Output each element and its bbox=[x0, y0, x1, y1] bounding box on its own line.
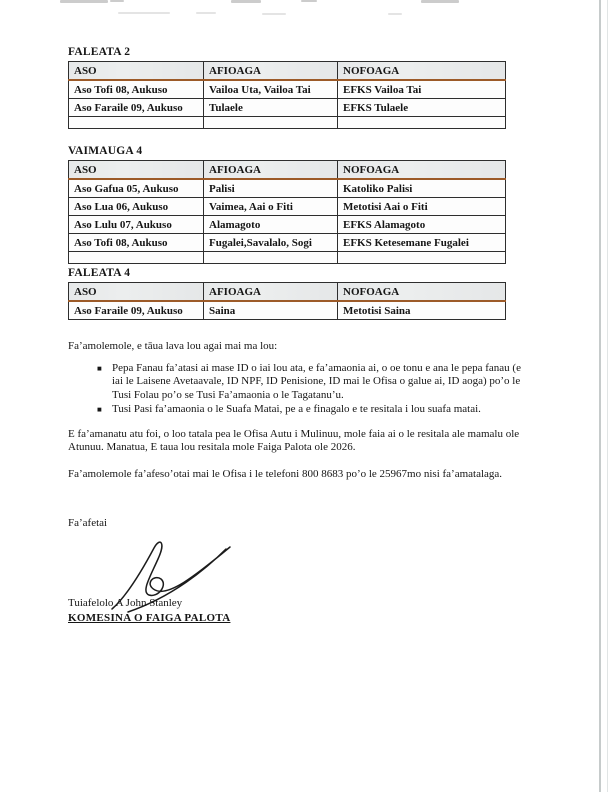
paragraph-contact: Fa’amolemole fa’afeso’otai mai le Ofisa i le telefoni 800 8683 po’o le 25967mo nisi fa’amatalaga. bbox=[68, 467, 503, 480]
table-row bbox=[69, 216, 506, 234]
scan-artifact bbox=[60, 0, 108, 3]
cell-afioaga: Palisi bbox=[204, 179, 338, 198]
square-bullet-icon: ■ bbox=[97, 405, 102, 414]
col-header-nofoaga: NOFOAGA bbox=[338, 62, 506, 81]
table-row-empty bbox=[69, 252, 506, 264]
cell-nofoaga: EFKS Alamagoto bbox=[338, 216, 506, 234]
cell-aso: Aso Lua 06, Aukuso bbox=[69, 198, 204, 216]
list-item bbox=[68, 403, 545, 417]
table-row bbox=[69, 99, 506, 117]
scan-artifact bbox=[301, 0, 317, 2]
scan-artifact bbox=[118, 12, 170, 14]
scan-artifact bbox=[231, 0, 261, 3]
cell-aso: Aso Faraile 09, Aukuso bbox=[69, 99, 204, 117]
cell-nofoaga: Katoliko Palisi bbox=[338, 179, 506, 198]
table-header-row bbox=[69, 62, 506, 81]
cell-nofoaga: Metotisi Aai o Fiti bbox=[338, 198, 506, 216]
cell-afioaga: Vailoa Uta, Vailoa Tai bbox=[204, 80, 338, 99]
cell-empty bbox=[69, 252, 204, 264]
cell-nofoaga: EFKS Vailoa Tai bbox=[338, 80, 506, 99]
table-header-row bbox=[69, 283, 506, 302]
cell-nofoaga: Metotisi Saina bbox=[338, 301, 506, 320]
col-header-nofoaga: NOFOAGA bbox=[338, 161, 506, 180]
cell-aso: Aso Faraile 09, Aukuso bbox=[69, 301, 204, 320]
table-row bbox=[69, 234, 506, 252]
schedule-table-faleata-2 bbox=[68, 61, 506, 129]
section-heading-faleata-2: FALEATA 2 bbox=[68, 46, 131, 58]
col-header-afioaga: AFIOAGA bbox=[204, 62, 338, 81]
cell-empty bbox=[338, 117, 506, 129]
closing-thanks: Fa’afetai bbox=[68, 517, 108, 529]
signatory-title: KOMESINA O FAIGA PALOTA bbox=[68, 611, 231, 624]
cell-aso: Aso Gafua 05, Aukuso bbox=[69, 179, 204, 198]
scan-artifact bbox=[421, 0, 459, 3]
cell-empty bbox=[204, 252, 338, 264]
scan-artifact bbox=[196, 12, 216, 14]
scan-artifact bbox=[262, 13, 286, 15]
cell-empty bbox=[69, 117, 204, 129]
col-header-afioaga: AFIOAGA bbox=[204, 283, 338, 302]
cell-aso: Aso Tofi 08, Aukuso bbox=[69, 234, 204, 252]
table-row bbox=[69, 179, 506, 198]
cell-afioaga: Fugalei,Savalalo, Sogi bbox=[204, 234, 338, 252]
bullet-text: Tusi Pasi fa’amaonia o le Suafa Matai, pe a e finagalo e te resitala i lou suafa matai. bbox=[112, 403, 481, 415]
col-header-nofoaga: NOFOAGA bbox=[338, 283, 506, 302]
col-header-aso: ASO bbox=[69, 161, 204, 180]
square-bullet-icon: ■ bbox=[97, 363, 102, 373]
col-header-aso: ASO bbox=[69, 283, 204, 302]
table-row bbox=[69, 301, 506, 320]
schedule-table-faleata-4 bbox=[68, 282, 506, 320]
cell-afioaga: Alamagoto bbox=[204, 216, 338, 234]
cell-aso: Aso Lulu 07, Aukuso bbox=[69, 216, 204, 234]
signatory-name: Tuiafelolo A John Stanley bbox=[68, 596, 183, 609]
paragraph-reminder: E fa’amanatu atu foi, o loo tatala pea le Ofisa Autu i Mulinuu, mole faia ai o le resitala ale mamalu ole Atunuu. Manatua, E taua lou resitala mole Faiga Palota ole 2026. bbox=[68, 427, 520, 453]
scan-artifact-vline bbox=[599, 0, 601, 792]
cell-aso: Aso Tofi 08, Aukuso bbox=[69, 80, 204, 99]
cell-empty bbox=[204, 117, 338, 129]
cell-empty bbox=[338, 252, 506, 264]
section-heading-faleata-4: FALEATA 4 bbox=[68, 267, 131, 279]
cell-afioaga: Saina bbox=[204, 301, 338, 320]
section-heading-vaimauga-4: VAIMAUGA 4 bbox=[68, 145, 143, 157]
col-header-afioaga: AFIOAGA bbox=[204, 161, 338, 180]
cell-afioaga: Vaimea, Aai o Fiti bbox=[204, 198, 338, 216]
table-row bbox=[69, 80, 506, 99]
scan-artifact-vline bbox=[607, 0, 608, 792]
list-item bbox=[68, 362, 545, 403]
table-row-empty bbox=[69, 117, 506, 129]
table-header-row bbox=[69, 161, 506, 180]
scan-artifact bbox=[110, 0, 124, 2]
col-header-aso: ASO bbox=[69, 62, 204, 81]
bullet-text: Pepa Fanau fa’atasi ai mase ID o iai lou ata, e fa’amaonia ai, o oe tonu e ana le pepa fanau (e iai le Laisene Avetaavale, ID NPF, ID Penisione, ID mai le Ofisa o galue ai, ID aoga) po’o le Tusi Folau po’o se Tusi Fa’amaonia o le Tagatanu’u. bbox=[112, 361, 521, 401]
cell-nofoaga: EFKS Ketesemane Fugalei bbox=[338, 234, 506, 252]
signature-block bbox=[68, 537, 545, 625]
document-content bbox=[68, 46, 545, 625]
bullet-list bbox=[68, 362, 545, 417]
schedule-table-vaimauga-4 bbox=[68, 160, 506, 264]
scan-artifact bbox=[388, 13, 402, 15]
cell-nofoaga: EFKS Tulaele bbox=[338, 99, 506, 117]
intro-line: Fa’amolemole, e tāua lava lou agai mai ma lou: bbox=[68, 340, 278, 352]
table-row bbox=[69, 198, 506, 216]
cell-afioaga: Tulaele bbox=[204, 99, 338, 117]
